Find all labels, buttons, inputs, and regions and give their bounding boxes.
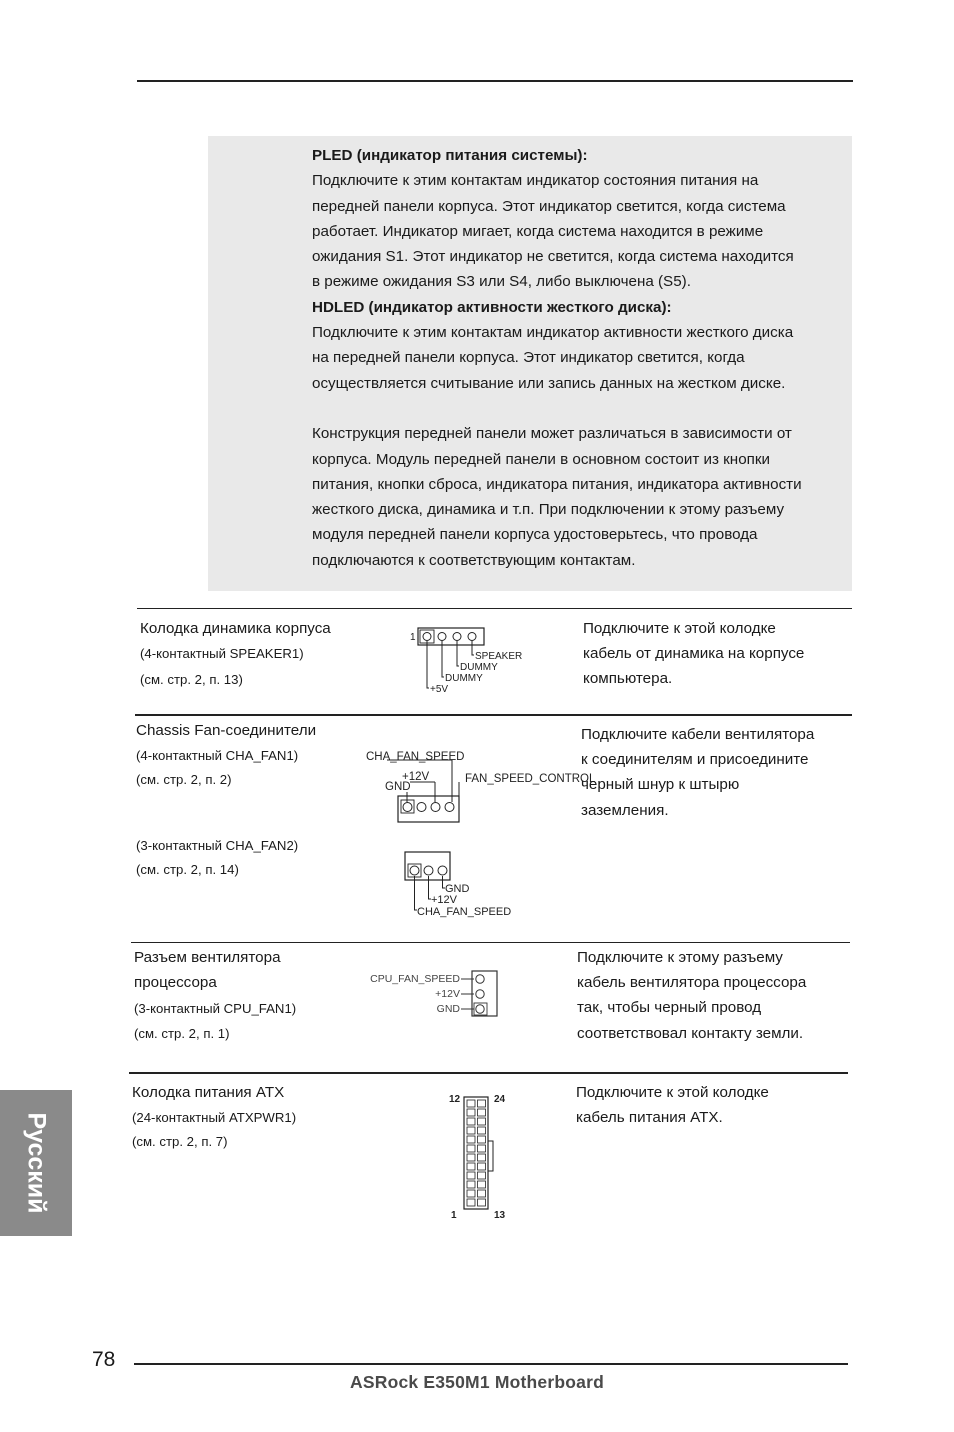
cha-fan1-diagram — [362, 744, 596, 826]
chassis-ref1: (см. стр. 2, п. 2) — [136, 772, 232, 787]
note-line: корпуса. Модуль передней панели в основном состоит из кнопки — [312, 450, 770, 468]
cha-fan2-diagram — [400, 848, 520, 922]
speaker-desc-line: кабель от динамика на корпусе — [583, 645, 805, 663]
cha-gnd-label: GND — [385, 781, 411, 793]
atx-power-diagram — [444, 1088, 514, 1223]
speaker-ref: (см. стр. 2, п. 13) — [140, 672, 243, 687]
dummy-label-1: DUMMY — [460, 662, 498, 673]
cpu-fan-diagram — [368, 968, 504, 1018]
chassis-desc-line: черный шнур к штырю — [581, 776, 740, 794]
cha2-gnd-label: GND — [445, 883, 470, 895]
note-line: на передней панели корпуса. Этот индикатор светится, когда — [312, 349, 745, 367]
note-line: модуля передней панели корпуса удостоверьтесь, что провода — [312, 526, 758, 544]
atx-pin24-label: 24 — [494, 1094, 506, 1105]
chassis-desc-line: заземления. — [581, 801, 669, 819]
page-number: 78 — [92, 1348, 116, 1371]
top-rule — [137, 80, 853, 82]
note-line — [312, 396, 872, 421]
cpufan-pins: (3-контактный CPU_FAN1) — [134, 1001, 297, 1016]
speaker-label: SPEAKER — [475, 651, 523, 662]
footer-title: ASRock E350M1 Motherboard — [350, 1372, 604, 1392]
atx-pin13-label: 13 — [494, 1210, 506, 1221]
note-text — [312, 143, 872, 573]
note-line: питания, кнопки сброса, индикатора питания, индикатора активности — [312, 475, 802, 493]
speaker-rule — [137, 608, 852, 609]
cha-fan-speed-label: CHA_FAN_SPEED — [366, 751, 465, 763]
fan-speed-control-label: FAN_SPEED_CONTROL — [465, 773, 596, 785]
speaker-pins: (4-контактный SPEAKER1) — [140, 646, 304, 661]
cha-12v-label: +12V — [402, 771, 430, 783]
speaker-title: Колодка динамика корпуса — [140, 620, 331, 637]
cha2-speed-label: CHA_FAN_SPEED — [417, 906, 512, 918]
chassis-title: Chassis Fan-соединители — [136, 722, 317, 739]
chassis-rule — [135, 714, 852, 716]
note-line: Подключите к этим контактам индикатор активности жесткого диска — [312, 324, 794, 342]
note-heading: PLED (индикатор питания системы): — [312, 147, 588, 164]
speaker-desc-line: Подключите к этой колодке — [583, 620, 776, 637]
language-tab — [0, 1090, 72, 1236]
chassis-desc-line: Подключите кабели вентилятора — [581, 726, 815, 743]
cha2-12v-label: +12V — [431, 894, 457, 906]
cpufan-ref: (см. стр. 2, п. 1) — [134, 1026, 230, 1041]
cpufan-desc-line: так, чтобы черный провод — [577, 999, 762, 1017]
atx-rule — [129, 1072, 848, 1074]
chassis-ref2: (см. стр. 2, п. 14) — [136, 862, 239, 877]
cpufan-desc-line: кабель вентилятора процессора — [577, 974, 807, 992]
note-line: работает. Индикатор мигает, когда система находится в режиме — [312, 222, 764, 240]
language-tab-label: Русский — [22, 1112, 51, 1214]
footer-rule — [134, 1363, 848, 1365]
cpufan-rule — [131, 942, 850, 943]
chassis-pins1: (4-контактный CHA_FAN1) — [136, 748, 299, 763]
note-line: передней панели корпуса. Этот индикатор светится, когда система — [312, 197, 786, 215]
note-line: ожидания S1. Этот индикатор не светится, когда система находится — [312, 248, 794, 266]
atx-title: Колодка питания ATX — [132, 1084, 285, 1101]
chassis-desc — [581, 722, 814, 823]
cpufan-title-2: процессора — [134, 974, 217, 991]
chassis-pins2: (3-контактный CHA_FAN2) — [136, 838, 299, 853]
note-line: жесткого диска, динамика и т.п. При подключении к этому разъему — [312, 501, 785, 519]
speaker-pin1-label: 1 — [410, 632, 416, 643]
cpufan-desc-line: Подключите к этому разъему — [577, 949, 783, 966]
cpufan-desc — [577, 945, 806, 1046]
note-line: в режиме ожидания S3 или S4, либо выключена (S5). — [312, 273, 691, 291]
cpu-gnd-label: GND — [436, 1003, 460, 1015]
note-heading: HDLED (индикатор активности жесткого диска): — [312, 298, 672, 316]
atx-pin12-label: 12 — [449, 1094, 461, 1105]
note-line: подключаются к соответствующим контактам. — [312, 551, 636, 569]
dummy-label-2: DUMMY — [445, 673, 483, 684]
cpu-fan-speed-label: CPU_FAN_SPEED — [370, 973, 460, 985]
atx-pins: (24-контактный ATXPWR1) — [132, 1110, 297, 1125]
chassis-desc-line: к соединителям и присоедините — [581, 751, 809, 769]
atx-ref: (см. стр. 2, п. 7) — [132, 1134, 228, 1149]
speaker-desc-line: компьютера. — [583, 670, 673, 688]
note-line: Конструкция передней панели может различаться в зависимости от — [312, 425, 792, 443]
speaker-header-diagram — [406, 624, 531, 698]
cpufan-desc-line: соответствовал контакту земли. — [577, 1024, 804, 1042]
cpu-12v-label: +12V — [435, 988, 460, 1000]
atx-desc-line: Подключите к этой колодке — [576, 1084, 769, 1101]
atx-pin1-label: 1 — [451, 1210, 457, 1221]
speaker-desc — [583, 616, 804, 692]
plus5v-label: +5V — [430, 684, 449, 695]
atx-desc-line: кабель питания ATX. — [576, 1109, 723, 1127]
note-line: Подключите к этим контактам индикатор состояния питания на — [312, 172, 759, 190]
atx-desc — [576, 1080, 769, 1130]
note-line: осуществляется считывание или запись данных на жестком диске. — [312, 374, 786, 392]
cpufan-title-1: Разъем вентилятора — [134, 949, 281, 966]
